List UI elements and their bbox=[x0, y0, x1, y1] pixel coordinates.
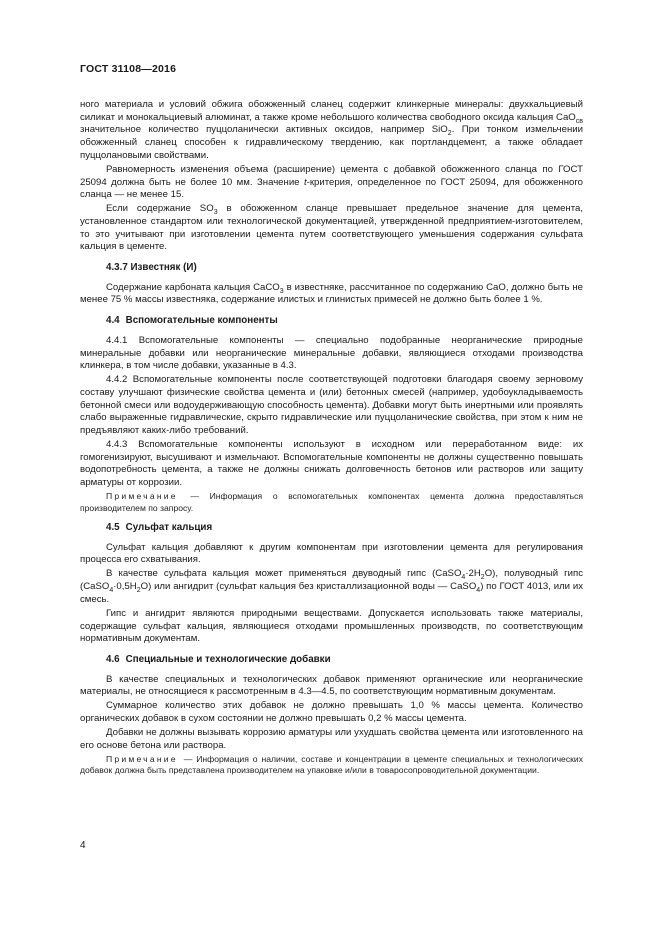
section-heading-4-3-7: 4.3.7 Известняк (И) bbox=[106, 262, 197, 274]
paragraph: Содержание карбоната кальция CaCO$_3$ в известняке, рассчитанное по содержанию CaO, должно быть не менее 75 % массы известняка, содержание илистых и глинистых примесей не должно быть более 1 %. bbox=[80, 281, 583, 306]
paragraph: В качестве сульфата кальция может применяться двуводный гипс $(CaSO_4\cdot 2H_2O)$, полуводный гипс $(CaSO_4\cdot 0,5H_2O)$ или ангидрит (сульфат кальция без кристаллизационной воды — CaSO$_4$) по ГОСТ 4013, или их смесь. bbox=[80, 568, 583, 605]
paragraph: Гипс и ангидрит являются природными веществами. Допускается использовать также материалы, содержащие сульфат кальция, являющиеся отходами промышленных производств, по соответствующим нормативным документам. bbox=[80, 607, 583, 645]
section-heading-4-5: 4.5 Сульфат кальция bbox=[106, 521, 213, 533]
paragraph: Если содержание $SO_3$ в обожженном сланце превышает предельное значение для цемента, установленное стандартом или технологической документацией, утвержденной предприятием-изготовителем, то это учитывают при изготовлении цемента путем соответствующего уменьшения содержания сульфата кальция в цементе. bbox=[80, 203, 583, 253]
document-header: ГОСТ 31108—2016 bbox=[80, 63, 177, 75]
paragraph: Сульфат кальция добавляют к другим компонентам при изготовлении цемента для регулирования процесса его схватывания. bbox=[80, 541, 583, 566]
paragraph: ного материала и условий обжига обожженный сланец содержит клинкерные минералы: двухкальциевый силикат и монокальциевый алюминат, а также кроме небольшого количества свободного оксида кальция CaO$_{св}$ значительное количество пуццоланически активных оксидов, например SiO$_2$. При тонком измельчении обожженный сланец способен к гидравлическому твердению, как портландцемент, а также обладает пуццолановыми свойствами. bbox=[80, 99, 583, 161]
note: Примечание — Информация о вспомогательных компонентах цемента должна предоставляться производителем по запросу. bbox=[80, 491, 583, 513]
page-number: 4 bbox=[80, 840, 86, 851]
paragraph: Равномерность изменения объема (расширение) цемента с добавкой обожженного сланца по ГОСТ 25094 должна быть не более 10 мм. Значение t-критерия, определенное по ГОСТ 25094, для обожженного сланца — не менее 15. bbox=[80, 163, 583, 201]
paragraph: 4.4.3 Вспомогательные компоненты используют в исходном или переработанном виде: их гомогенизируют, высушивают и измельчают. Вспомогательные компоненты не должны существенно повышать водопотребность цемента, а также не должны снижать долговечность бетонов или растворов или защиту арматуры от коррозии. bbox=[80, 439, 583, 489]
section-heading-4-4: 4.4 Вспомогательные компоненты bbox=[106, 315, 278, 327]
paragraph: В качестве специальных и технологических добавок применяют органические или неорганические материалы, не относящиеся к рассмотренным в 4.3—4.5, по соответствующим нормативным документам. bbox=[80, 673, 583, 698]
paragraph: Добавки не должны вызывать коррозию арматуры или ухудшать свойства цемента или изготовленного на его основе бетона или раствора. bbox=[80, 727, 583, 751]
section-heading-4-6: 4.6 Специальные и технологические добавки bbox=[106, 653, 331, 665]
paragraph: 4.4.2 Вспомогательные компоненты после соответствующей подготовки благодаря своему зерновому составу улучшают физические свойства цемента и (или) бетонных смесей (например, удобоукладываемость бетонной смеси или водоудерживающую способность цемента). Добавки могут быть инертными или проявлять слабо выраженные гидравлические, скрыто гидравлические или пуццоланические свойства, при этом к ним не предъявляют каких-либо требований. bbox=[80, 374, 583, 437]
note: Примечание — Информация о наличии, составе и концентрации в цементе специальных и технологических добавок должна быть представлена производителем на упаковке и/или в товаросопроводительной документации. bbox=[80, 753, 583, 776]
paragraph: 4.4.1 Вспомогательные компоненты — специально подобранные неорганические природные минеральные добавки или неорганические минеральные добавки, являющиеся отходами производства клинкера, в том числе добавки, указанные в 4.3. bbox=[80, 334, 583, 372]
paragraph: Суммарное количество этих добавок не должно превышать 1,0 % массы цемента. Количество органических добавок в сухом состоянии не должно превышать 0,2 % массы цемента. bbox=[80, 700, 583, 725]
document-body bbox=[80, 99, 583, 778]
